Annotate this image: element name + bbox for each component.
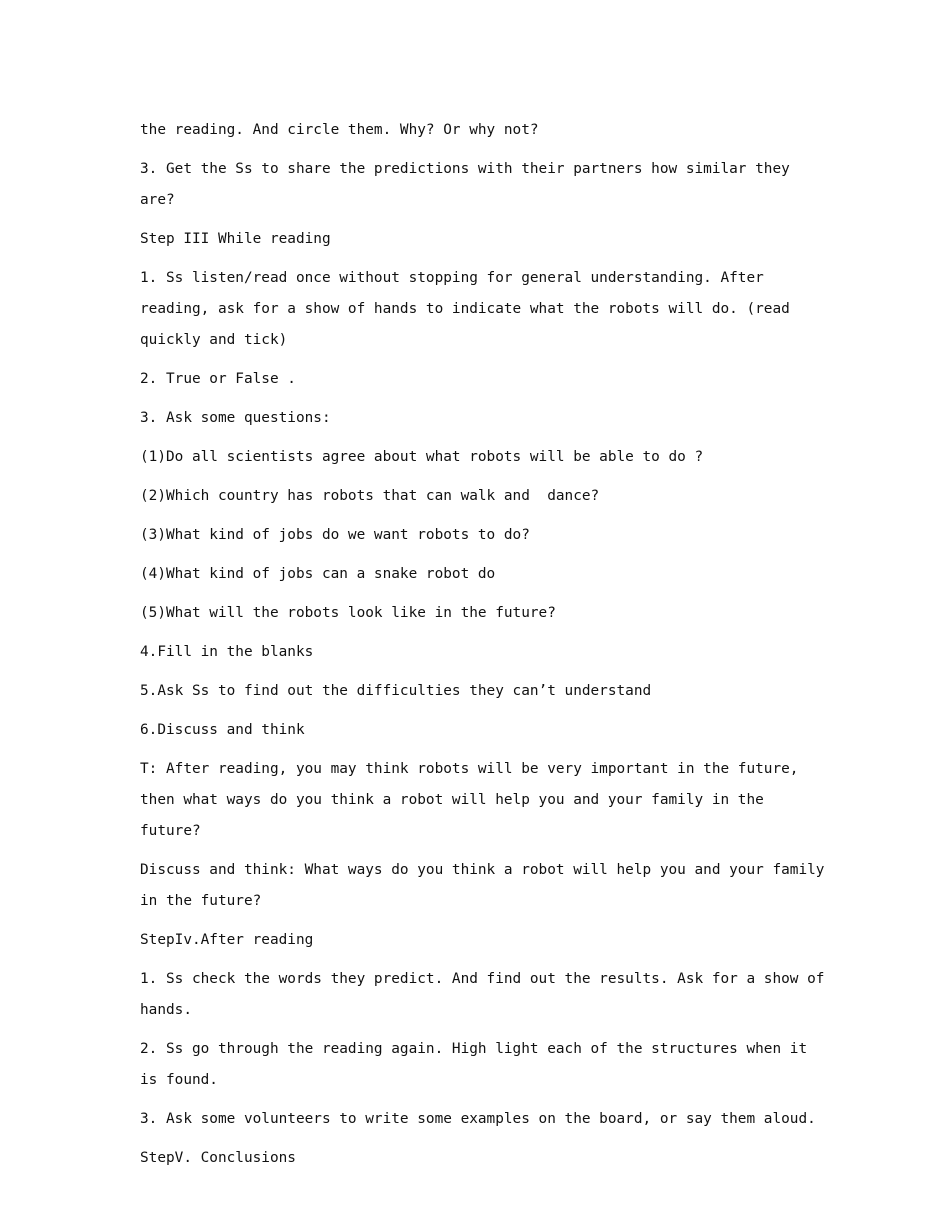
paragraph: 2. Ss go through the reading again. High light each of the structures when it is found. [140, 1041, 816, 1088]
question-item: (2)Which country has robots that can walk and dance? [140, 488, 600, 504]
paragraph: 3. Ask some volunteers to write some examples on the board, or say them aloud. [140, 1111, 816, 1127]
paragraph: 6.Discuss and think [140, 722, 305, 738]
step-heading: Step III While reading [140, 231, 331, 247]
step-heading: StepV. Conclusions [140, 1150, 296, 1166]
paragraph: 5.Ask Ss to find out the difficulties they can’t understand [140, 683, 652, 699]
paragraph: 4.Fill in the blanks [140, 644, 314, 660]
paragraph: the reading. And circle them. Why? Or why not? [140, 122, 539, 138]
question-item: (3)What kind of jobs do we want robots to do? [140, 527, 530, 543]
paragraph: Discuss and think: What ways do you think a robot will help you and your family in the future? [140, 862, 834, 909]
question-item: (4)What kind of jobs can a snake robot do [140, 566, 496, 582]
step-heading: StepIv.After reading [140, 932, 314, 948]
paragraph: T: After reading, you may think robots will be very important in the future, then what ways do you think a robot will help you and your family in the future? [140, 761, 808, 839]
paragraph: 1. Ss check the words they predict. And find out the results. Ask for a show of hands. [140, 971, 834, 1018]
question-item: (1)Do all scientists agree about what robots will be able to do ? [140, 449, 704, 465]
paragraph: 2. True or False . [140, 371, 296, 387]
question-item: (5)What will the robots look like in the future? [140, 605, 556, 621]
paragraph: 3. Ask some questions: [140, 410, 331, 426]
document-page [140, 115, 834, 1182]
paragraph: 3. Get the Ss to share the predictions with their partners how similar they are? [140, 161, 799, 208]
paragraph: 1. Ss listen/read once without stopping for general understanding. After reading, ask for a show of hands to indicate what the robots will do. (read quickly and tick) [140, 270, 799, 348]
